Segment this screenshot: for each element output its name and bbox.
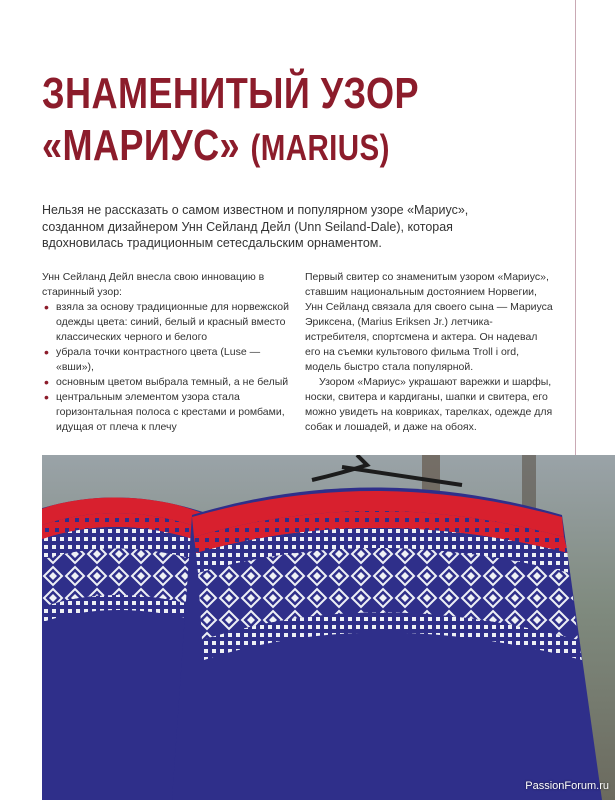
title-line-2: «МАРИУС»: [42, 121, 241, 170]
list-item: • убрала точки контрастного цвета (Luse — «вши»),: [42, 345, 292, 375]
list-item: • взяла за основу традиционные для норвежской одежды цвета: синий, белый и красный вместо классических черного и белого: [42, 300, 292, 345]
title-line-1: ЗНАМЕНИТЫЙ УЗОР: [42, 69, 419, 118]
intro-paragraph: Нельзя не рассказать о самом известном и популярном узоре «Мариус», созданном дизайнером Унн Сейланд Дейл (Unn Seiland-Dale), которая вдохновилась традиционным сетесдальским орнаментом.: [42, 203, 469, 250]
page-edge-line: [575, 0, 576, 455]
watermark: PassionForum.ru: [525, 780, 609, 792]
title-line-2-sub: (MARIUS): [250, 127, 390, 168]
left-column-lead: Унн Сейланд Дейл внесла свою инновацию в старинный узор:: [42, 271, 265, 298]
innovation-list: [42, 300, 292, 435]
right-column-paragraph-2: Узором «Мариус» украшают варежки и шарфы, носки, свитера и кардиганы, шапки и свитера, его можно увидеть на ковриках, тарелках, одежде для собак и лошадей, и даже на обоях.: [305, 376, 553, 433]
sweaters-photo: [42, 455, 615, 800]
right-column-paragraph-1: Первый свитер со знаменитым узором «Мариус», ставшим национальным достоянием Норвегии, Унн Сейланд связала для своего сына — Мариуса Эриксена, (Marius Eriksen Jr.) летчика-истребителя, спортсмена и актера. Он надевал его на съемки культового фильма Troll i ord, модель быстро стала популярной.: [305, 271, 553, 373]
list-item: • основным цветом выбрала темный, а не белый: [42, 375, 292, 390]
right-column: [305, 270, 555, 435]
left-column: [42, 270, 292, 435]
page-title: [42, 68, 452, 174]
list-item: • центральным элементом узора стала горизонтальная полоса с крестами и ромбами, идущая от плеча к плечу: [42, 390, 292, 435]
